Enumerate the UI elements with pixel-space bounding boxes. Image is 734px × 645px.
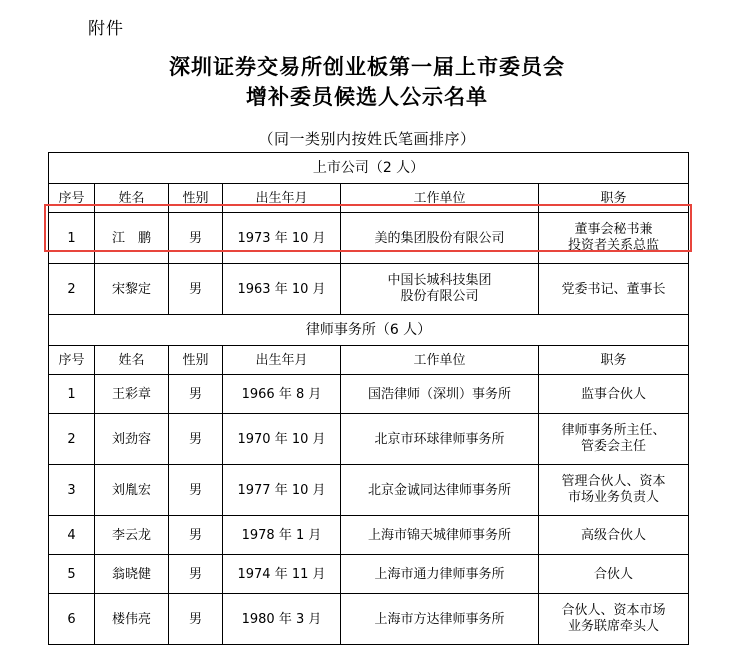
table-header-row xyxy=(49,184,689,213)
candidate-table-wrapper xyxy=(48,152,688,645)
cell-position-line-2: 市场业务负责人 xyxy=(568,490,660,505)
cell-no: 2 xyxy=(49,264,95,315)
cell-org: 美的集团股份有限公司 xyxy=(341,213,539,264)
cell-birth: 1980 年 3 月 xyxy=(223,594,341,645)
cell-no: 4 xyxy=(49,516,95,555)
table-row xyxy=(49,555,689,594)
cell-birth: 1974 年 11 月 xyxy=(223,555,341,594)
cell-position: 党委书记、董事长 xyxy=(539,264,689,315)
cell-org: 上海市锦天城律师事务所 xyxy=(341,516,539,555)
cell-name: 楼伟亮 xyxy=(95,594,169,645)
section-heading-listed-companies: 上市公司（2 人） xyxy=(49,153,689,184)
title-line-2: 增补委员候选人公示名单 xyxy=(246,85,488,109)
cell-sex: 男 xyxy=(169,516,223,555)
column-header-sex: 性别 xyxy=(169,346,223,375)
table-row xyxy=(49,375,689,414)
cell-birth: 1966 年 8 月 xyxy=(223,375,341,414)
cell-org: 上海市方达律师事务所 xyxy=(341,594,539,645)
cell-org: 北京市环球律师事务所 xyxy=(341,414,539,465)
cell-position: 监事合伙人 xyxy=(539,375,689,414)
cell-name: 王彩章 xyxy=(95,375,169,414)
cell-org: 北京金诚同达律师事务所 xyxy=(341,465,539,516)
cell-org-line-1: 中国长城科技集团 xyxy=(387,273,492,288)
cell-sex: 男 xyxy=(169,213,223,264)
title-line-1: 深圳证券交易所创业板第一届上市委员会 xyxy=(169,55,565,79)
cell-sex: 男 xyxy=(169,414,223,465)
cell-birth: 1977 年 10 月 xyxy=(223,465,341,516)
cell-birth: 1978 年 1 月 xyxy=(223,516,341,555)
section-heading-row xyxy=(49,153,689,184)
section-heading-law-firms: 律师事务所（6 人） xyxy=(49,315,689,346)
column-header-no: 序号 xyxy=(49,184,95,213)
cell-org: 上海市通力律师事务所 xyxy=(341,555,539,594)
table-header-row xyxy=(49,346,689,375)
table-row xyxy=(49,213,689,264)
attachment-label: 附件 xyxy=(88,19,124,39)
column-header-position: 职务 xyxy=(539,184,689,213)
cell-no: 5 xyxy=(49,555,95,594)
candidate-table xyxy=(48,152,689,645)
cell-position xyxy=(539,414,689,465)
cell-birth: 1970 年 10 月 xyxy=(223,414,341,465)
cell-no: 3 xyxy=(49,465,95,516)
column-header-org: 工作单位 xyxy=(341,184,539,213)
cell-org-line-2: 股份有限公司 xyxy=(400,289,479,304)
cell-position: 高级合伙人 xyxy=(539,516,689,555)
cell-position: 合伙人 xyxy=(539,555,689,594)
column-header-org: 工作单位 xyxy=(341,346,539,375)
cell-position xyxy=(539,465,689,516)
cell-org xyxy=(341,264,539,315)
cell-no: 6 xyxy=(49,594,95,645)
cell-position-line-1: 合伙人、资本市场 xyxy=(561,603,666,618)
cell-position xyxy=(539,594,689,645)
column-header-birth: 出生年月 xyxy=(223,346,341,375)
cell-sex: 男 xyxy=(169,264,223,315)
table-row xyxy=(49,264,689,315)
cell-position-line-2: 投资者关系总监 xyxy=(568,238,660,253)
cell-sex: 男 xyxy=(169,555,223,594)
column-header-no: 序号 xyxy=(49,346,95,375)
cell-sex: 男 xyxy=(169,465,223,516)
cell-birth: 1973 年 10 月 xyxy=(223,213,341,264)
column-header-name: 姓名 xyxy=(95,346,169,375)
cell-position-line-2: 业务联席牵头人 xyxy=(568,619,660,634)
cell-name: 江 鹏 xyxy=(95,213,169,264)
document-title xyxy=(0,52,734,112)
cell-position-line-1: 董事会秘书兼 xyxy=(574,222,653,237)
cell-name: 刘劲容 xyxy=(95,414,169,465)
table-row xyxy=(49,516,689,555)
document-subtitle: （同一类别内按姓氏笔画排序） xyxy=(258,130,476,148)
column-header-position: 职务 xyxy=(539,346,689,375)
cell-no: 1 xyxy=(49,213,95,264)
cell-name: 刘胤宏 xyxy=(95,465,169,516)
table-row xyxy=(49,594,689,645)
column-header-name: 姓名 xyxy=(95,184,169,213)
cell-name: 宋黎定 xyxy=(95,264,169,315)
cell-no: 2 xyxy=(49,414,95,465)
cell-name: 翁晓健 xyxy=(95,555,169,594)
table-row xyxy=(49,414,689,465)
cell-birth: 1963 年 10 月 xyxy=(223,264,341,315)
cell-position-line-2: 管委会主任 xyxy=(581,439,647,454)
cell-no: 1 xyxy=(49,375,95,414)
cell-org: 国浩律师（深圳）事务所 xyxy=(341,375,539,414)
cell-sex: 男 xyxy=(169,375,223,414)
cell-sex: 男 xyxy=(169,594,223,645)
column-header-birth: 出生年月 xyxy=(223,184,341,213)
section-heading-row xyxy=(49,315,689,346)
cell-position-line-1: 管理合伙人、资本 xyxy=(561,474,666,489)
cell-position-line-1: 律师事务所主任、 xyxy=(561,423,666,438)
cell-position xyxy=(539,213,689,264)
table-row xyxy=(49,465,689,516)
cell-name: 李云龙 xyxy=(95,516,169,555)
column-header-sex: 性别 xyxy=(169,184,223,213)
